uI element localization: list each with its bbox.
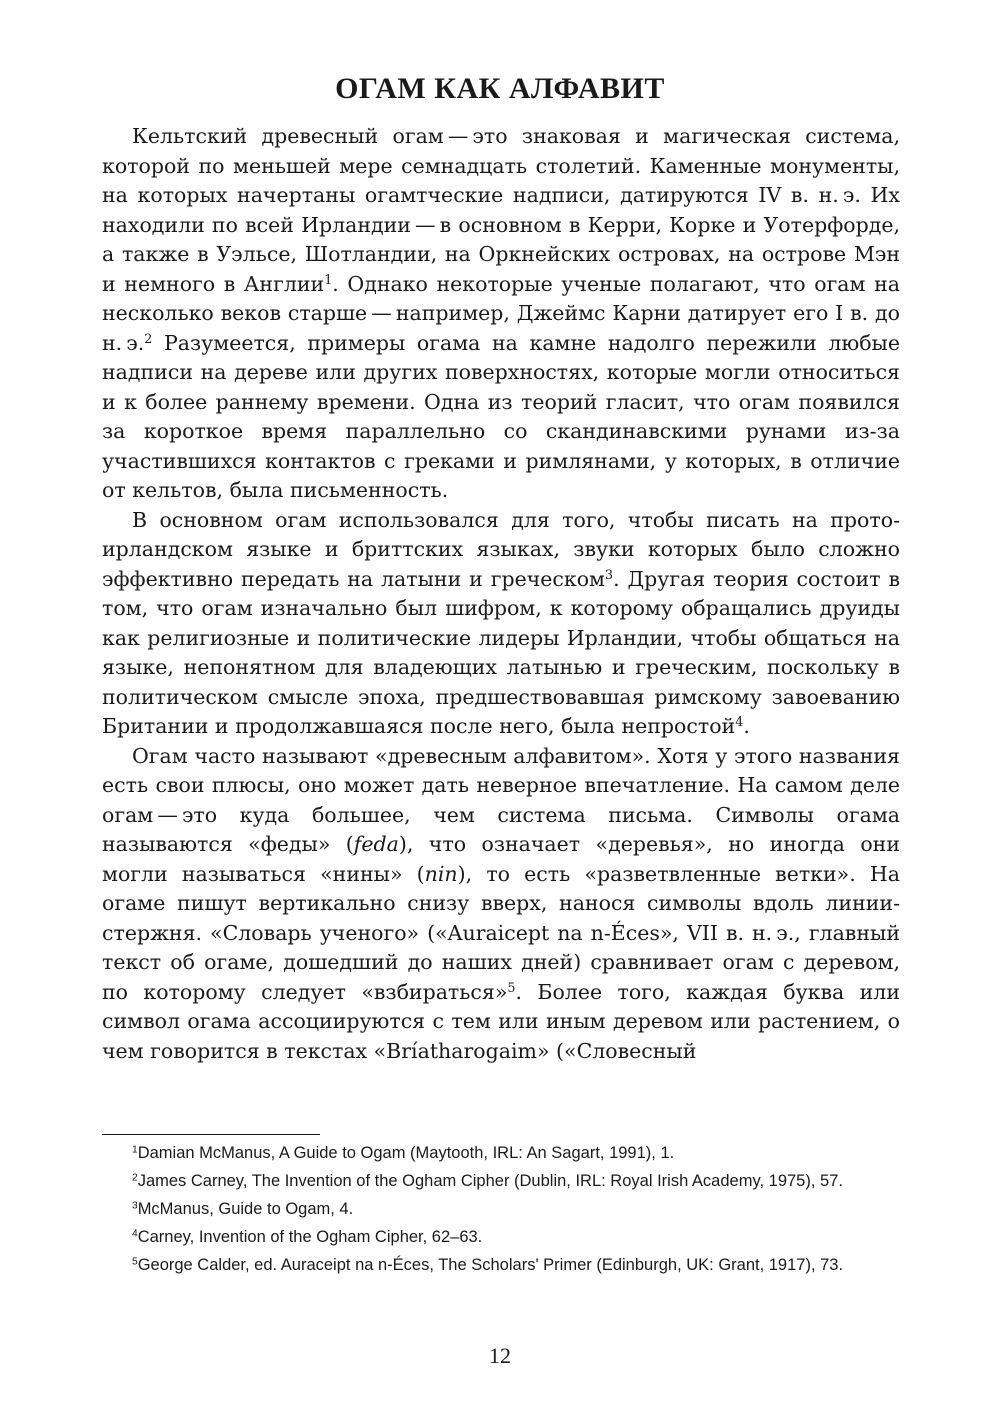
page-title: ОГАМ КАК АЛФАВИТ <box>335 72 665 105</box>
paragraph <box>102 742 900 1067</box>
paragraph-text: . Более того, каждая буква или символ огама ассоциируются с тем или иным деревом или растением, о чем говорится в текстах «Bríatharogaim» («Словесный <box>102 979 900 1063</box>
page-number: 12 <box>489 1343 511 1368</box>
paragraph-text: ), то есть «разветвленные ветки». На огаме пишут вертикально снизу вверх, нанося символы вдоль линии-стержня. «Словарь ученого» («Auraicept na n-Éces», VII в. н. э., главный текст об огаме, дошедший до наших дней) сравнивает огам с деревом, по которому следует «взбираться» <box>102 861 900 1004</box>
footnote <box>102 1169 900 1194</box>
paragraph <box>102 122 900 506</box>
footnote-number: 4 <box>132 1228 138 1240</box>
italic-term: nin <box>424 861 458 886</box>
footnote-number: 2 <box>132 1172 138 1184</box>
paragraph-text: . Другая теория состоит в том, что огам изначально был шифром, к которому обращались друиды как религиозные и политические лидеры Ирландии, чтобы общаться на языке, непонятном для владеющих латынью и греческим, поскольку в политическом смысле эпоха, предшествовавшая римскому завоеванию Британии и продолжавшаяся после него, была непростой <box>102 566 900 738</box>
paragraph-text: ), что означает «деревья», но иногда они могли называться «нины» ( <box>102 832 900 886</box>
paragraph-text: В основном огам использовался для того, чтобы писать на протоирландском языке и бриттских языках, звуки которых было сложно эффективно передать на латыни и греческом <box>102 507 900 591</box>
paragraph-text: Огам часто называют «древесным алфавитом». Хотя у этого названия есть свои плюсы, оно может дать неверное впечатление. На самом деле огам — это куда большее, чем система письма. Символы огама называются «феды» ( <box>102 743 900 856</box>
paragraph-text: Разумеется, примеры огама на камне надолго пережили любые надписи на дереве или других поверхностях, которые могли относиться и к более раннему времени. Одна из теорий гласит, что огам появился за короткое время параллельно со скандинавскими рунами из-за участившихся контактов с греками и римлянами, у которых, в отличие от кельтов, была письменность. <box>102 330 900 502</box>
footnote <box>102 1197 900 1222</box>
footnote-text: Damian McManus, A Guide to Ogam (Maytooth, IRL: An Sagart, 1991), 1. <box>137 1144 675 1162</box>
footnote-number: 1 <box>132 1144 138 1156</box>
italic-term: feda <box>353 832 399 856</box>
footnote-ref: 4 <box>735 714 744 730</box>
footnote-ref: 2 <box>144 330 153 346</box>
footnote <box>102 1253 900 1278</box>
body-text <box>102 122 900 1066</box>
footnote-text: James Carney, The Invention of the Ogham Cipher (Dublin, IRL: Royal Irish Academy, 1975), 57. <box>137 1172 843 1190</box>
footnote-ref: 3 <box>604 566 614 582</box>
footnote-ref: 1 <box>324 271 333 287</box>
paragraph-text: . Однако некоторые ученые полагают, что огам на несколько веков старше — например, Джеймс Карни датирует его I в. до н. э. <box>102 271 900 355</box>
paragraph-text: Кельтский древесный огам — это знаковая и магическая система, которой по меньшей мере семнадцать столетий. Каменные монументы, на которых начертаны огамтческие надписи, датируются IV в. н. э. Их находили по всей Ирландии — в основном в Керри, Корке и Уотерфорде, а также в Уэльсе, Шотландии, на Оркнейских островах, на острове Мэн и немного в Англии <box>102 124 900 296</box>
paragraph-text: . <box>743 714 750 738</box>
footnote-ref: 5 <box>507 979 516 995</box>
footnote <box>102 1141 900 1166</box>
footnote-number: 5 <box>132 1256 138 1268</box>
footnotes <box>102 1141 900 1281</box>
footnote-text: Carney, Invention of the Ogham Cipher, 62–63. <box>137 1228 483 1246</box>
footnote-number: 3 <box>132 1200 138 1212</box>
footnote-divider <box>102 1134 320 1135</box>
footnote <box>102 1225 900 1250</box>
footnote-text: George Calder, ed. Auraceipt na n-Éces, The Scholars' Primer (Edinburgh, UK: Grant, 1917), 73. <box>137 1256 844 1274</box>
footnote-text: McManus, Guide to Ogam, 4. <box>137 1200 354 1218</box>
paragraph <box>102 506 900 742</box>
